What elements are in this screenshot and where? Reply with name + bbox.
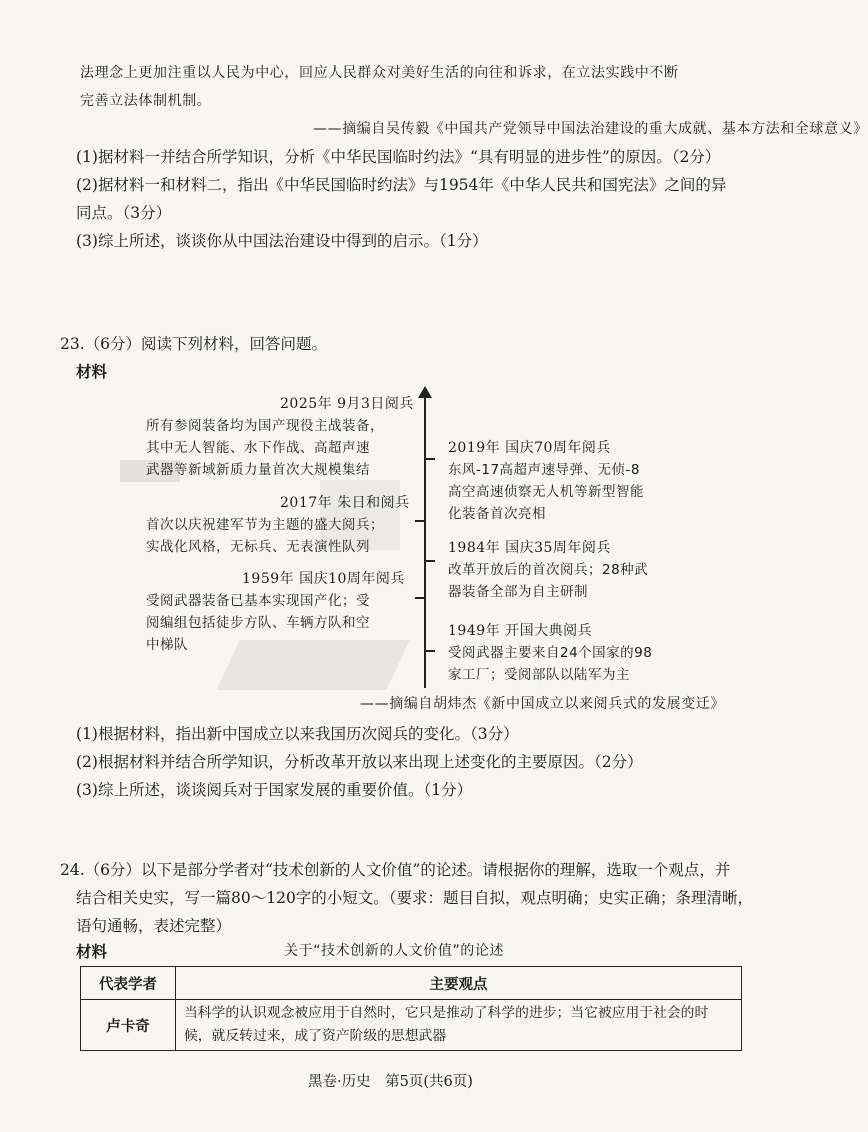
event-line: 实战化风格，无标兵、无表演性队列: [146, 539, 370, 555]
event-line: 首次以庆祝建军节为主题的盛大阅兵；: [146, 517, 384, 533]
event-line: 东风-17高超声速导弹、无侦-8: [448, 462, 641, 478]
timeline-tick: [415, 520, 424, 522]
event-line: 受阅武器主要来自24个国家的98: [448, 645, 653, 661]
material-text-line: 完善立法体制机制。: [80, 93, 212, 109]
event-line: 高空高速侦察无人机等新型智能: [448, 484, 644, 500]
timeline-tick: [426, 650, 435, 652]
material-source: ——摘编自胡炜杰《新中国成立以来阅兵式的发展变迁》: [360, 696, 725, 712]
event-heading: 1984年 国庆35周年阅兵: [448, 540, 611, 556]
question-line: (3)综上所述，谈谈你从中国法治建设中得到的启示。（1分）: [76, 232, 488, 250]
table-title: 关于“技术创新的人文价值”的论述: [284, 943, 505, 959]
question-line: 同点。（3分）: [76, 204, 172, 222]
timeline-event-left: [146, 393, 414, 481]
question-line: (2)据材料一和材料二，指出《中华民国临时约法》与1954年《中华人民共和国宪法》之间的异: [76, 176, 727, 194]
event-line: 阅编组包括徒步方队、车辆方队和空: [146, 615, 370, 631]
event-heading: 1949年 开国大典阅兵: [448, 623, 593, 639]
timeline-event-left: [146, 568, 405, 656]
question-stem: 24.（6分）以下是部分学者对“技术创新的人文价值”的论述。请根据你的理解，选取一个观点，并: [60, 861, 731, 879]
event-line: 器装备全部为自主研制: [448, 584, 588, 600]
event-line: 家工厂；受阅部队以陆军为主: [448, 667, 630, 683]
event-heading: 2017年 朱日和阅兵: [280, 495, 410, 511]
material-source: ——摘编自吴传毅《中国共产党领导中国法治建设的重大成就、基本方法和全球意义》: [313, 121, 868, 137]
question-stem: 语句通畅，表述完整）: [76, 917, 232, 935]
timeline-axis: [424, 396, 426, 688]
timeline-tick: [426, 458, 435, 460]
event-line: 其中无人智能、水下作战、高超声速: [146, 440, 370, 456]
table-cell-scholar: 卢卡奇: [81, 1000, 176, 1051]
timeline-event-right: [448, 437, 644, 525]
event-line: 化装备首次亮相: [448, 506, 546, 522]
event-line: 中梯队: [146, 637, 188, 653]
event-heading: 1959年 国庆10周年阅兵: [242, 571, 405, 587]
table-header-scholar: 代表学者: [81, 967, 176, 1000]
question-stem: 结合相关史实，写一篇80～120字的小短文。（要求：题目自拟，观点明确；史实正确；条理清晰，: [76, 889, 754, 907]
table-header-row: [81, 967, 742, 1000]
timeline-event-right: [448, 620, 652, 686]
page-footer: 黑卷·历史 第5页(共6页): [308, 1074, 473, 1090]
question-line: (1)根据材料，指出新中国成立以来我国历次阅兵的变化。（3分）: [76, 725, 519, 743]
event-line: 受阅武器装备已基本实现国产化；受: [146, 593, 370, 609]
timeline-tick: [426, 560, 435, 562]
viewpoint-table: [80, 966, 742, 1051]
event-heading: 2025年 9月3日阅兵: [280, 396, 414, 412]
table-row: [81, 1000, 742, 1051]
event-line: 所有参阅装备均为国产现役主战装备，: [146, 418, 384, 434]
material-text-line: 法理念上更加注重以人民为中心，回应人民群众对美好生活的向往和诉求，在立法实践中不断: [80, 65, 679, 81]
table-header-view: 主要观点: [176, 967, 742, 1000]
event-heading: 2019年 国庆70周年阅兵: [448, 440, 611, 456]
material-label: 材料: [76, 362, 108, 381]
table-cell-view: 当科学的认识观念被应用于自然时，它只是推动了科学的进步；当它被应用于社会的时候，就反转过来，成了资产阶级的思想武器: [176, 1000, 742, 1051]
timeline-event-right: [448, 537, 648, 603]
event-line: 武器等新域新质力量首次大规模集结: [146, 462, 370, 478]
question-line: (1)据材料一并结合所学知识，分析《中华民国临时约法》“具有明显的进步性”的原因。（2分）: [76, 148, 721, 166]
timeline-tick: [415, 597, 424, 599]
question-line: (3)综上所述，谈谈阅兵对于国家发展的重要价值。（1分）: [76, 781, 473, 799]
event-line: 改革开放后的首次阅兵；28种武: [448, 562, 649, 578]
timeline-event-left: [146, 492, 410, 558]
question-stem: 23.（6分）阅读下列材料，回答问题。: [60, 335, 328, 353]
material-label: 材料: [76, 942, 108, 961]
question-line: (2)根据材料并结合所学知识，分析改革开放以来出现上述变化的主要原因。（2分）: [76, 753, 643, 771]
